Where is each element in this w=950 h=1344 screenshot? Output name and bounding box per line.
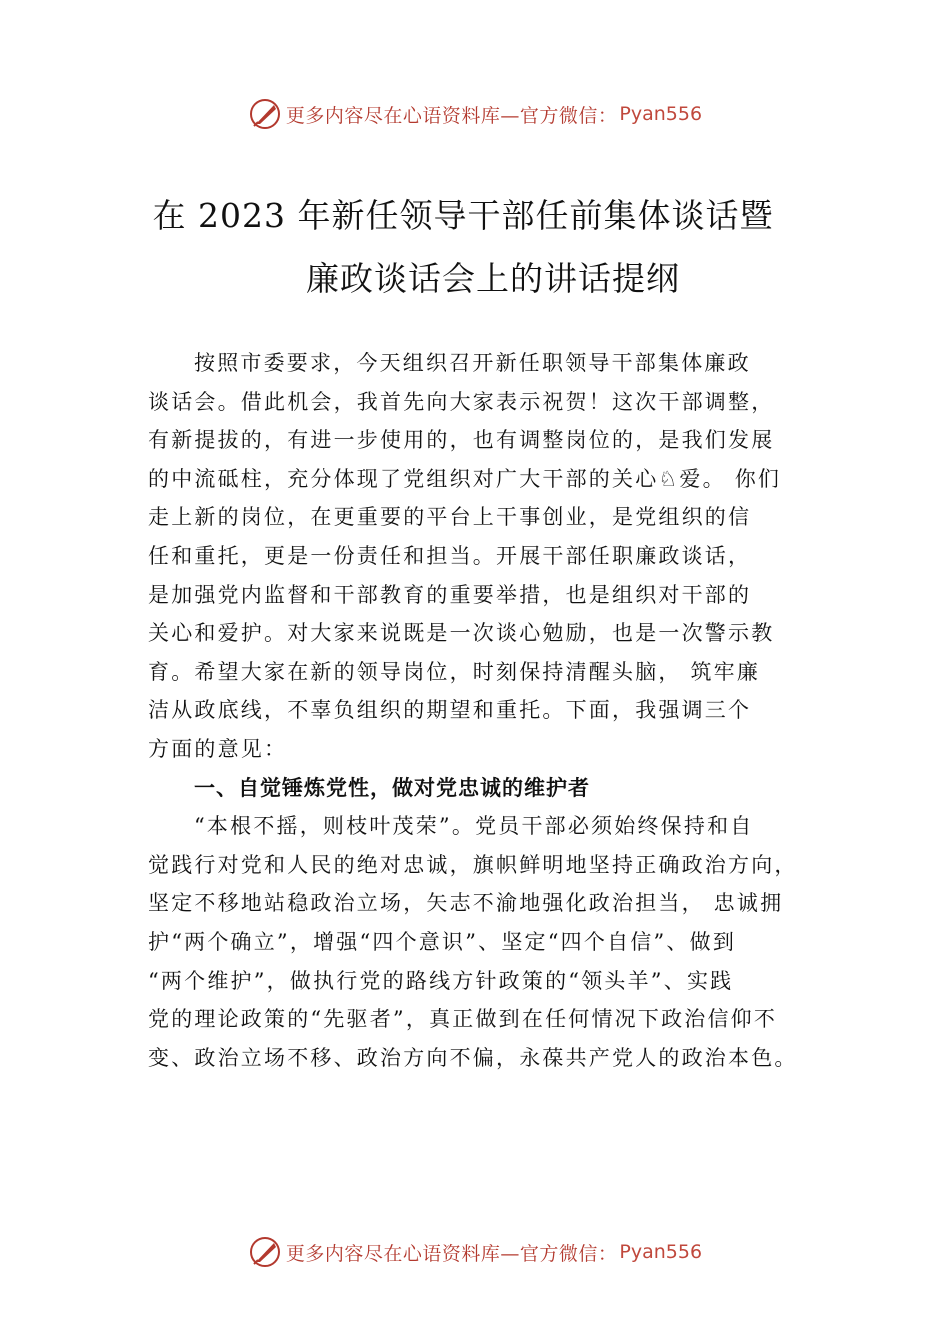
section-line: 觉践行对党和人民的绝对忠诚，旗帜鲜明地坚持正确政治方向， — [148, 852, 798, 877]
intro-line: 按照市委要求，今天组织召开新任职领导干部集体廉政 — [194, 351, 751, 375]
section-line: 护“两个确立”，增强“四个意识”、坚定“四个自信”、做到 — [148, 929, 737, 954]
section-line: “本根不摇，则枝叶茂荣”。党员干部必须始终保持和自 — [194, 814, 754, 839]
section-line: 党的理论政策的“先驱者”，真正做到在任何情况下政治信仰不 — [148, 1007, 778, 1032]
intro-line: 关心和爱护。对大家来说既是一次谈心勉励，也是一次警示教 — [148, 621, 775, 646]
header-watermark — [0, 94, 950, 134]
watermark-text: 更多内容尽在心语资料库—官方微信： — [285, 104, 618, 127]
intro-line: 有新提拔的，有进一步使用的，也有调整岗位的，是我们发展 — [148, 428, 775, 453]
quill-logo-icon — [248, 1235, 282, 1269]
document-title-line-1: 在 2023 年新任领导干部任前集体谈话暨 — [152, 196, 774, 235]
section-line: 变、政治立场不移、政治方向不偏，永葆共产党人的政治本色。 — [148, 1045, 798, 1070]
intro-line: 是加强党内监督和干部教育的重要举措，也是组织对干部的 — [148, 582, 752, 607]
section-heading: 一、自觉锤炼党性，做对党忠诚的维护者 — [194, 775, 590, 800]
intro-line: 的中流砥柱，充分体现了党组织对广大干部的关心♘爱。 你们 — [148, 466, 782, 491]
intro-line: 育。希望大家在新的领导岗位，时刻保持清醒头脑， 筑牢廉 — [148, 659, 761, 684]
section-line: 坚定不移地站稳政治立场，矢志不渝地强化政治担当， 忠诚拥 — [148, 891, 784, 916]
quill-logo-icon — [248, 97, 282, 131]
watermark-wechat-id: Pyan556 — [619, 1241, 703, 1263]
intro-line: 洁从政底线，不辜负组织的期望和重托。下面，我强调三个 — [148, 698, 752, 723]
intro-line: 谈话会。借此机会，我首先向大家表示祝贺！这次干部调整， — [148, 389, 775, 414]
section-line: “两个维护”，做执行党的路线方针政策的“领头羊”、实践 — [148, 968, 734, 993]
document-body — [148, 344, 828, 1077]
intro-line: 任和重托，更是一份责任和担当。开展干部任职廉政谈话， — [148, 543, 752, 568]
intro-line: 方面的意见： — [148, 736, 288, 761]
intro-line: 走上新的岗位，在更重要的平台上干事创业，是党组织的信 — [148, 505, 752, 530]
watermark-text: 更多内容尽在心语资料库—官方微信： — [285, 1242, 618, 1265]
footer-watermark — [0, 1232, 950, 1272]
watermark-wechat-id: Pyan556 — [619, 103, 703, 125]
document-title-line-2: 廉政谈话会上的讲话提纲 — [306, 259, 680, 298]
